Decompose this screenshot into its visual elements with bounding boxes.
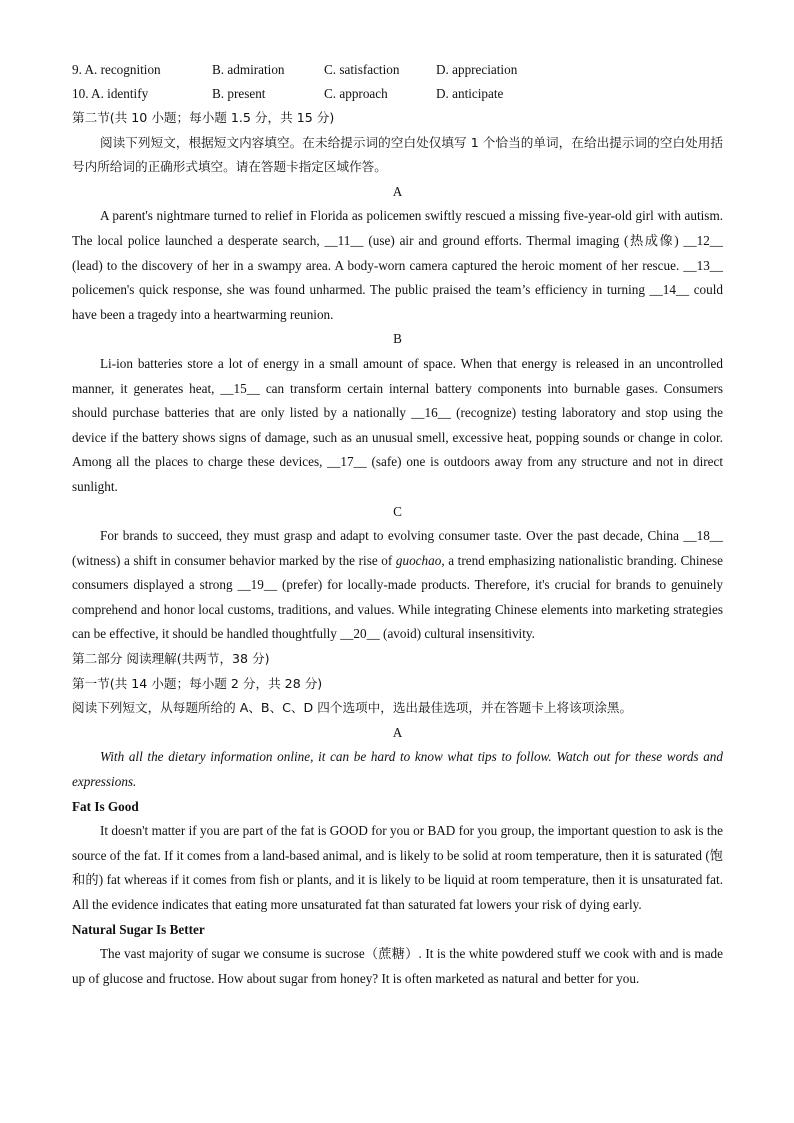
passage-c-label: C [393, 503, 402, 519]
paragraph-sugar: The vast majority of sugar we consume is sucrose（蔗糖）. It is the white powdered stuff we cook with and is made up of glucose and fructose. How about sugar from honey? It is often marketed as natural and better for you. [72, 946, 723, 986]
question-10-options [72, 82, 723, 106]
part-2-header: 第二部分 阅读理解(共两节，38 分) [72, 651, 270, 667]
document-page [72, 58, 723, 991]
q10-option-d: D. anticipate [436, 86, 504, 101]
question-9-options [72, 58, 723, 82]
q9-option-c: C. satisfaction [324, 62, 400, 77]
part-2-instruction: 阅读下列短文，从每题所给的 A、B、C、D 四个选项中，选出最佳选项，并在答题卡上将该项涂黑。 [72, 700, 633, 716]
q9-option-d: D. appreciation [436, 62, 518, 77]
heading-fat-is-good: Fat Is Good [72, 798, 139, 814]
section-2-instruction: 阅读下列短文，根据短文内容填空。在未给提示词的空白处仅填写 1 个恰当的单词，在给出提示词的空白处用括号内所给词的正确形式填空。请在答题卡指定区域作答。 [72, 134, 723, 175]
passage-c-italic-term: guochao [395, 552, 442, 568]
q10-option-b: B. present [212, 86, 266, 101]
q9-option-a: 9. A. recognition [72, 62, 161, 77]
heading-natural-sugar: Natural Sugar Is Better [72, 921, 205, 937]
section-2-header: 第二节(共 10 小题；每小题 1.5 分，共 15 分) [72, 110, 335, 125]
q9-option-b: B. admiration [212, 62, 285, 77]
reading-a-label: A [392, 724, 403, 740]
passage-b-text: Li-ion batteries store a lot of energy in a small amount of space. When that energy is released in an uncontrolled manner, it generates heat, __15__ can transform certain internal battery components into burnable gases. Consumers should purchase batteries that are only listed by a nationally __16__ (recognize) testing laboratory and stop using the device if the battery shows signs of damage, such as an unusual smell, excessive heat, popping sounds or change in color. Among all the places to charge these devices, __17__ (safe) one is outdoors away from any structure and not in direct sunlight. [72, 355, 723, 494]
passage-a-label: A [392, 183, 403, 199]
q10-option-a: 10. A. identify [72, 86, 149, 101]
passage-c-text [72, 524, 723, 647]
passage-c-part-1: For brands to succeed, they must grasp and adapt to evolving consumer taste. Over the past decade, China __18__ (witness) a shift in consumer behavior marked by the rise of [72, 528, 723, 568]
passage-a-text: A parent's nightmare turned to relief in Florida as policemen swiftly rescued a missing five-year-old girl with autism. The local police launched a desperate search, __11__ (use) air and ground efforts. Thermal imaging (热成像) __12__ (lead) to the discovery of her in a swampy area. A body-worn camera captured the heroic moment of her rescue. __13__ policemen's quick response, she was found unharmed. The public praised the team’s efficiency in turning __14__ could have been a tragedy into a heartwarming reunion. [72, 208, 723, 322]
reading-intro: With all the dietary information online, it can be hard to know what tips to follow. Watch out for these words and expressions. [72, 749, 723, 790]
passage-c-part-2: , a trend emphasizing nationalistic branding. Chinese consumers displayed a strong __19__ (prefer) for locally-made products. Therefore, it's crucial for brands to genuinely comprehend and honor local customs, traditions, and values. While integrating Chinese elements into marketing strategies can be effective, it should be handled thoughtfully __20__ (avoid) cultural insensitivity. [72, 552, 723, 642]
passage-b-label: B [393, 331, 402, 347]
q10-option-c: C. approach [324, 86, 388, 101]
part-2-section-1-header: 第一节(共 14 小题；每小题 2 分，共 28 分) [72, 675, 323, 691]
paragraph-fat: It doesn't matter if you are part of the fat is GOOD for you or BAD for you group, the important question to ask is the source of the fat. If it comes from a land-based animal, and is likely to be solid at room temperature, then it is saturated (饱和的) fat whereas if it comes from fish or plants, and it is likely to be liquid at room temperature, then it is unsaturated fat. All the evidence indicates that eating more unsaturated fat than saturated fat lowers your risk of dying early. [72, 823, 723, 912]
